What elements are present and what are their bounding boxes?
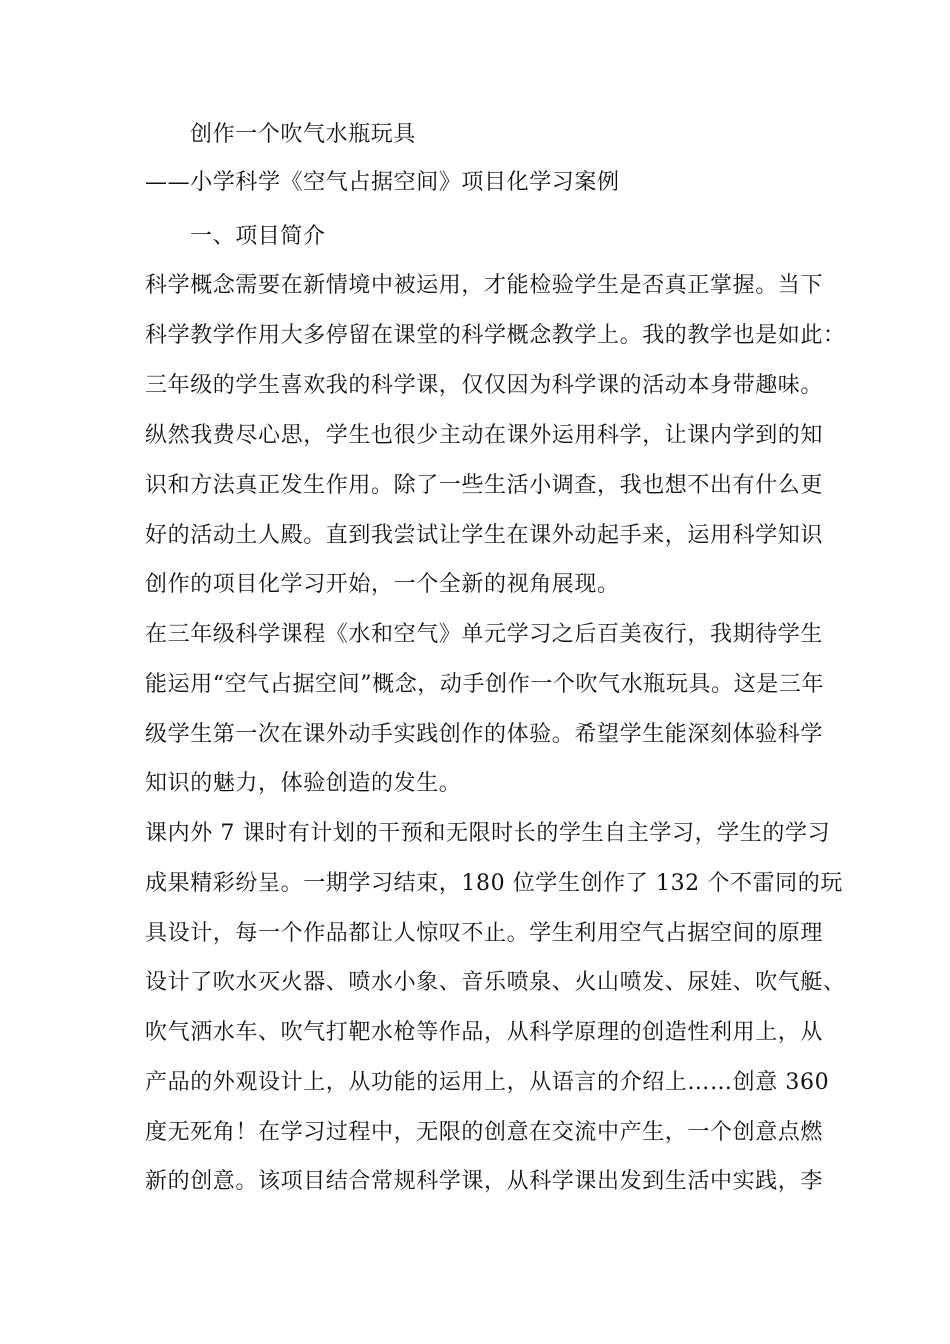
paragraph-line: 识和方法真正发生作用。除了一些生活小调查，我也想不出有什么更 <box>145 473 824 498</box>
document-subtitle: ——小学科学《空气占据空间》项目化学习案例 <box>145 170 620 195</box>
paragraph-line: 吹气洒水车、吹气打靶水枪等作品，从科学原理的创造性利用上，从 <box>145 1020 824 1045</box>
paragraph-line: 科学概念需要在新情境中被运用，才能检验学生是否真正掌握。当下 <box>145 273 824 298</box>
paragraph-line: 产品的外观设计上，从功能的运用上，从语言的介绍上……创意 360 <box>145 1070 830 1095</box>
paragraph-line: 能运用“空气占据空间”概念，动手创作一个吹气水瓶玩具。这是三年 <box>145 672 825 697</box>
paragraph-line: 课内外 7 课时有计划的干预和无限时长的学生自主学习，学生的学习 <box>145 821 831 846</box>
paragraph-line: 度无死角！在学习过程中，无限的创意在交流中产生，一个创意点燃 <box>145 1120 824 1145</box>
paragraph-line: 纵然我费尽心思，学生也很少主动在课外运用科学，让课内学到的知 <box>145 423 824 448</box>
paragraph-line: 科学教学作用大多停留在课堂的科学概念教学上。我的教学也是如此： <box>145 323 846 348</box>
paragraph-line: 知识的魅力，体验创造的发生。 <box>145 771 462 796</box>
paragraph-line: 在三年级科学课程《水和空气》单元学习之后百美夜行，我期待学生 <box>145 622 824 647</box>
document-title: 创作一个吹气水瓶玩具 <box>190 122 417 147</box>
paragraph-line: 新的创意。该项目结合常规科学课，从科学课出发到生活中实践，李 <box>145 1169 824 1194</box>
paragraph-line: 好的活动土人殿。直到我尝试让学生在课外动起手来，运用科学知识 <box>145 523 824 548</box>
section-heading: 一、项目简介 <box>190 224 326 249</box>
paragraph-line: 成果精彩纷呈。一期学习结束，180 位学生创作了 132 个不雷同的玩 <box>145 871 843 896</box>
paragraph-line: 创作的项目化学习开始，一个全新的视角展现。 <box>145 572 620 597</box>
paragraph-line: 具设计，每一个作品都让人惊叹不止。学生利用空气占据空间的原理 <box>145 921 824 946</box>
paragraph-line: 三年级的学生喜欢我的科学课，仅仅因为科学课的活动本身带趣味。 <box>145 373 824 398</box>
paragraph-line: 级学生第一次在课外动手实践创作的体验。希望学生能深刻体验科学 <box>145 722 824 747</box>
paragraph-line: 设计了吹水灭火器、喷水小象、音乐喷泉、火山喷发、尿娃、吹气艇、 <box>145 970 846 995</box>
